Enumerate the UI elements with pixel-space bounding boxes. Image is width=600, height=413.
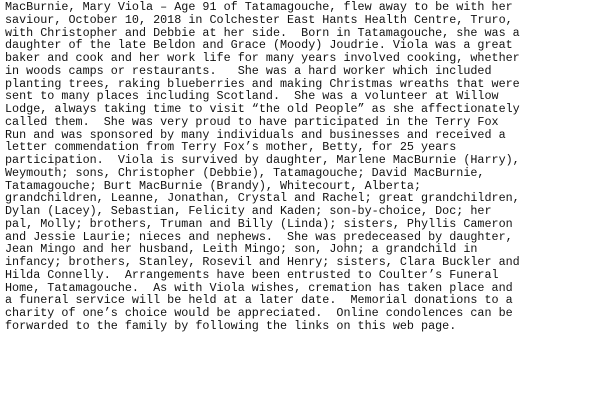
text-line: Hilda Connelly. Arrangements have been entrusted to Coulter’s Funeral (5, 267, 499, 282)
text-line: called them. She was very proud to have participated in the Terry Fox (5, 114, 499, 129)
text-line: participation. Viola is survived by daughter, Marlene MacBurnie (Harry), (5, 153, 520, 167)
text-line: Jean Mingo and her husband, Leith Mingo; son, John; a grandchild in (5, 242, 478, 257)
text-line: charity of one’s choice would be appreciated. Online condolences can be (5, 306, 513, 320)
text-line: planting trees, raking blueberries and making Christmas wreaths that were (5, 76, 520, 91)
text-line: grandchildren, Leanne, Jonathan, Crystal and Rachel; great grandchildren, (5, 191, 520, 206)
text-line: forwarded to the family by following the links on this web page. (5, 318, 457, 333)
text-line: with Christopher and Debbie at her side. Born in Tatamagouche, she was a (5, 25, 520, 40)
text-line: Tatamagouche; Burt MacBurnie (Brandy), Whitecourt, Alberta; (5, 178, 422, 193)
text-line: Home, Tatamagouche. As with Viola wishes, cremation has taken place and (5, 280, 513, 295)
text-line: Lodge, always taking time to visit “the old People” as she affectionately (5, 102, 520, 116)
text-line: daughter of the late Beldon and Grace (Moody) Joudrie. Viola was a great (5, 38, 513, 53)
text-line: letter commendation from Terry Fox’s mother, Betty, for 25 years (5, 140, 457, 155)
text-line: Run and was sponsored by many individuals and businesses and received a (5, 127, 506, 142)
text-line: baker and cook and her work life for many years involved cooking, whether (5, 51, 520, 65)
text-line: pal, Molly; brothers, Truman and Billy (Linda); sisters, Phyllis Cameron (5, 216, 513, 231)
text-line: in woods camps or restaurants. She was a hard worker which included (5, 63, 492, 78)
text-line: Dylan (Lacey), Sebastian, Felicity and Kaden; son-by-choice, Doc; her (5, 204, 492, 218)
obituary-text (5, 1, 597, 333)
text-line: saviour, October 10, 2018 in Colchester East Hants Health Centre, Truro, (5, 12, 513, 27)
text-line: sent to many places including Scotland. She was a volunteer at Willow (5, 89, 499, 104)
text-line: and Jessie Laurie; nieces and nephews. She was predeceased by daughter, (5, 229, 513, 244)
text-line: MacBurnie, Mary Viola – Age 91 of Tatamagouche, flew away to be with her (5, 0, 513, 14)
text-line: infancy; brothers, Stanley, Rosevil and Henry; sisters, Clara Buckler and (5, 255, 520, 269)
text-line: Weymouth; sons, Christopher (Debbie), Tatamagouche; David MacBurnie, (5, 165, 485, 180)
text-line: a funeral service will be held at a later date. Memorial donations to a (5, 293, 513, 308)
